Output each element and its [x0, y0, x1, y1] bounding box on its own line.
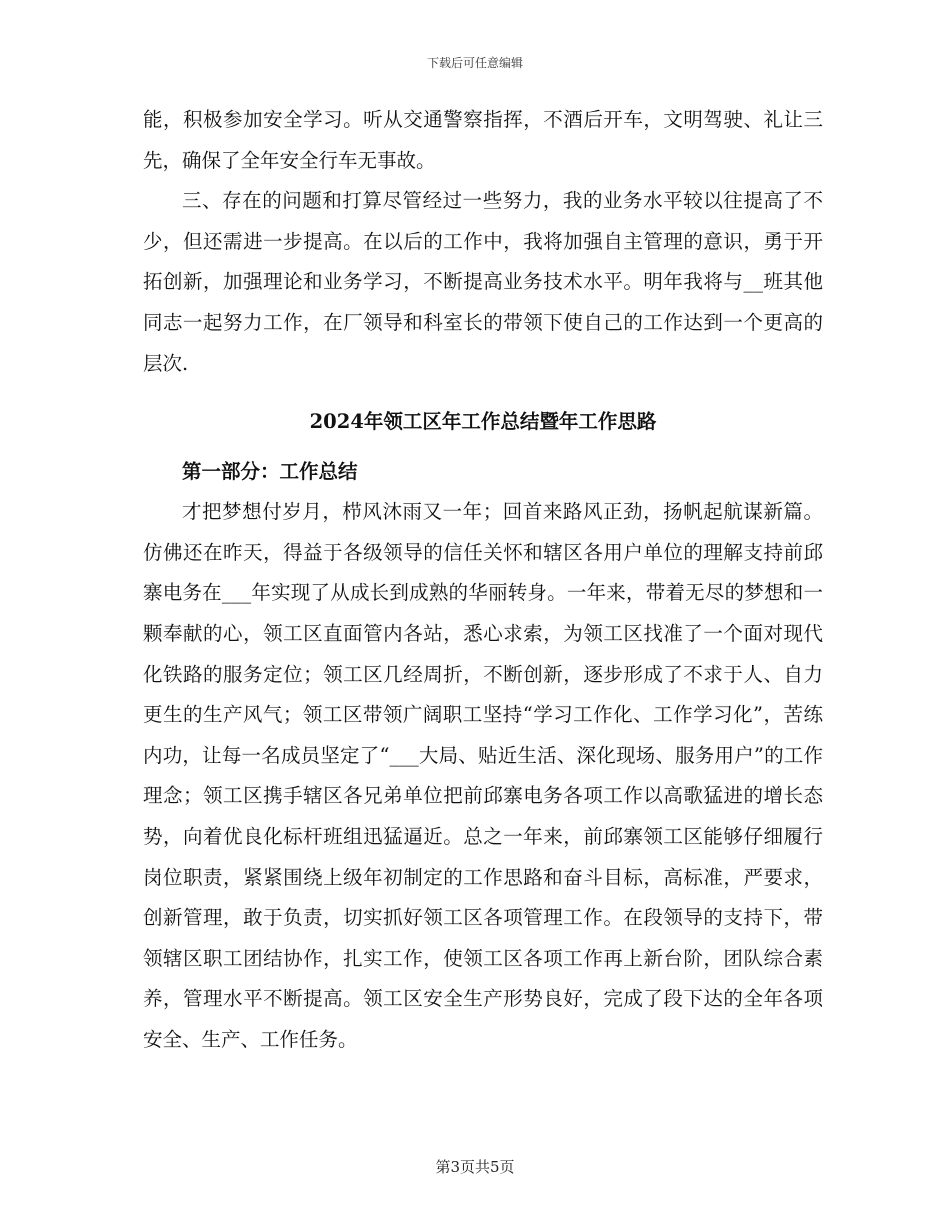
- page-number: 第3页共5页: [435, 1158, 515, 1176]
- paragraph-work-summary: 才把梦想付岁月，栉风沐雨又一年；回首来路风正劲，扬帆起航谋新篇。仿佛还在昨天，得益于各级领导的信任关怀和辖区各用户单位的理解支持前邱寨电务在___年实现了从成长到成熟的华丽转身。一年来，带着无尽的梦想和一颗奉献的心，领工区直面管内各站，悉心求索，为领工区找准了一个面对现代化铁路的服务定位；领工区几经周折，不断创新，逐步形成了不求于人、自力更生的生产风气；领工区带领广阔职工坚持“学习工作化、工作学习化”，苦练内功，让每一名成员坚定了“___大局、贴近生活、深化现场、服务用户”的工作理念；领工区携手辖区各兄弟单位把前邱寨电务各项工作以高歌猛进的增长态势，向着优良化标杆班组迅猛逼近。总之一年来，前邱寨领工区能够仔细履行岗位职责，紧紧围绕上级年初制定的工作思路和奋斗目标，高标准，严要求，创新管理，敢于负责，切实抓好领工区各项管理工作。在段领导的支持下，带领辖区职工团结协作，扎实工作，使领工区各项工作再上新台阶，团队综合素养，管理水平不断提高。领工区安全生产形势良好，完成了段下达的全年各项安全、生产、工作任务。: [143, 500, 823, 1051]
- section-heading: 第一部分：工作总结: [182, 460, 358, 484]
- document-body: [143, 100, 823, 1060]
- header-note: 下载后可任意编辑: [426, 56, 523, 70]
- paragraph-issues-plans: 三、存在的问题和打算尽管经过一些努力，我的业务水平较以往提高了不少，但还需进一步提高。在以后的工作中，我将加强自主管理的意识，勇于开拓创新，加强理论和业务学习，不断提高业务技术水平。明年我将与__班其他同志一起努力工作，在厂领导和科室长的带领下使自己的工作达到一个更高的层次.: [143, 189, 823, 375]
- paragraph-continuation: 能，积极参加安全学习。听从交通警察指挥，不酒后开车，文明驾驶、礼让三先，确保了全年安全行车无事故。: [143, 108, 823, 172]
- document-title: 2024年领工区年工作总结暨年工作思路: [309, 410, 657, 434]
